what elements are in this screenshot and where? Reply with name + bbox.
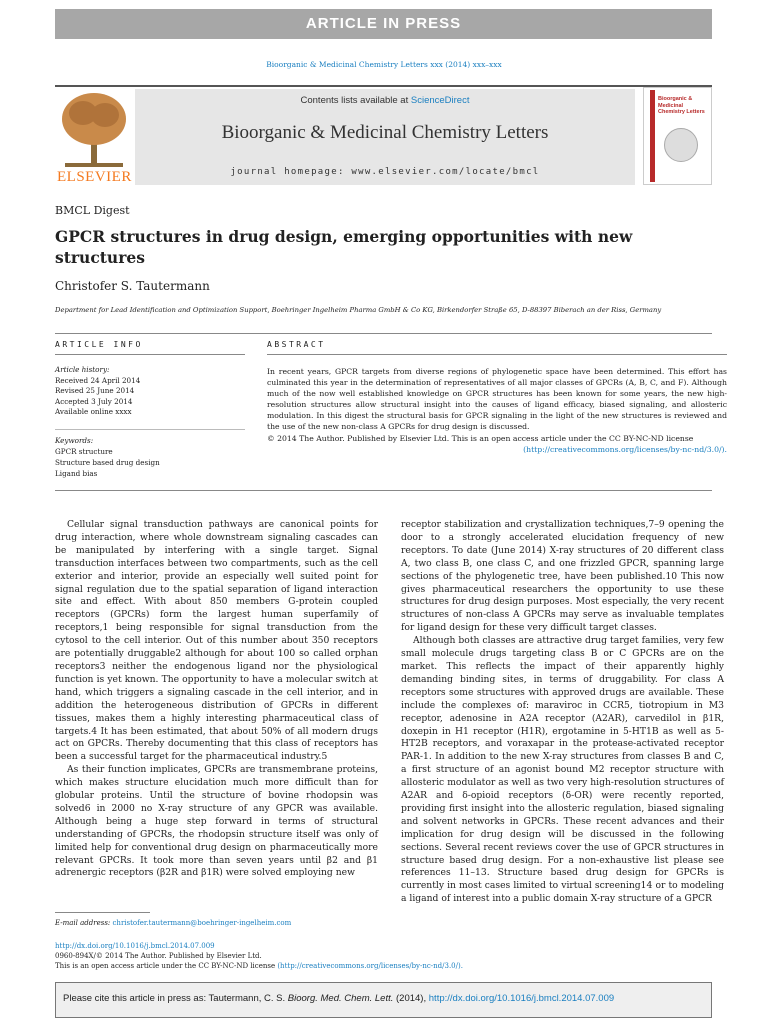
contents-line: Contents lists available at ScienceDirect [300, 95, 470, 106]
publisher-name: ELSEVIER [57, 169, 132, 185]
affiliation: Department for Lead Identification and Optimization Support, Boehringer Ingelheim Pharma GmbH & Co KG, Birkendorfer Straße 65, D-88397 Biberach an der Riss, Germany [55, 306, 662, 314]
footer: http://dx.doi.org/10.1016/j.bmcl.2014.07.009 0960-894X/© 2014 The Author. Published by Elsevier Ltd. This is an open access article under the CC BY-NC-ND license (http://creativecommons.org/licenses/by-nc-nd/3.0/). [55, 942, 463, 970]
author: Christofer S. Tautermann [55, 279, 210, 293]
journal-title: Bioorganic & Medicinal Chemistry Letters [221, 122, 549, 143]
sciencedirect-link[interactable]: ScienceDirect [410, 95, 470, 106]
license-link[interactable]: (http://creativecommons.org/licenses/by-nc-nd/3.0/). [523, 444, 727, 454]
doi-link[interactable]: http://dx.doi.org/10.1016/j.bmcl.2014.07.009 [55, 942, 215, 950]
abstract-heading: ABSTRACT [267, 340, 326, 349]
keywords: Keywords: GPCR structure Structure based drug design Ligand bias [55, 436, 160, 478]
body-column-2: receptor stabilization and crystallization techniques,7–9 opening the door to a strongly accelerated elucidation frequency of new receptors. To date (June 2014) X-ray structures of 20 different class A, two class B, one class C, and one frizzled GPCR, spanning large sections of the phylogenetic tree, have been published.10 This now gives pharmaceutical researchers the opportunity to use these structures for drug design purposes. Most especially, the very recent structures of non-class A GPCRs may serve as invaluable templates for ligand design for these very difficult target classes. Although both classes are attractive drug target families, very few small molecule drugs targeting class B or C GPCRs are on the market. This reflects the impact of their apparently highly demanding binding sites, in terms of druggability. For class A receptors some structures with approved drugs are available. These include the complexes of: maraviroc in CCR5, tiotropium in M3 receptor, adenosine in A2A receptor (A2AR), carvedilol in β1R, doxepin in H1 receptor (H1R), ergotamine in 5-HT1B as well as 5-HT2B receptors, and voraxapar in the protease-activated receptor PAR-1. In addition to the new X-ray structures from classes B and C, a first structure of an agonist bound M2 receptor structure with allosteric modulator as well as two very high-resolution structures of A2AR and δ-opioid receptors (δ-OR) were recently reported, providing first insight into the allosteric regulation, biased signaling and solvent networks in GPCRs. These recent advances and their implication for drug design will be discussed in the following sections. Several recent reviews cover the use of GPCR structures in structure based drug design. For a non-exhaustive list please see references 11–13. Structure based drug design for GPCRs is currently in most cases limited to virtual screening14 or to modeling a ligand of interest into a public domain X-ray structure of a GPCR [401, 519, 724, 905]
journal-cover [643, 87, 712, 185]
cover-title: Bioorganic & Medicinal Chemistry Letters [658, 96, 705, 115]
masthead [55, 85, 712, 185]
email-link[interactable]: christofer.tautermann@boehringer-ingelheim.com [112, 919, 292, 927]
citation-doi-link[interactable]: http://dx.doi.org/10.1016/j.bmcl.2014.07.009 [428, 993, 615, 1004]
article-history: Article history: Received 24 April 2014 Revised 25 June 2014 Accepted 3 July 2014 Available online xxxx [55, 365, 141, 416]
masthead-center [135, 89, 635, 185]
journal-homepage[interactable]: journal homepage: www.elsevier.com/locate/bmcl [230, 167, 540, 177]
citation-box: Please cite this article in press as: Tautermann, C. S. Bioorg. Med. Chem. Lett. (2014), http://dx.doi.org/10.1016/j.bmcl.2014.07.009 [55, 982, 712, 1018]
email-footnote: E-mail address: christofer.tautermann@boehringer-ingelheim.com [55, 919, 292, 927]
body-column-1: Cellular signal transduction pathways are canonical points for drug interaction, where whole downstream signaling cascades can be manipulated by interfering with a single target. Signal transduction interfaces between two compartments, such as the cell exterior and interior, provide an especially well suited point for signal regulation due to the spatial separation of ligand interaction site and effect. With about 850 members G-protein coupled receptors (GPCRs) form the largest human superfamily of receptors,1 being responsible for signal transduction from the cytosol to the cell interior. Out of this number about 350 receptors are potentially druggable2 although for about 100 so called orphan receptors3 neither the endogenous ligand nor the physiological function is yet known. The opportunity to have a molecular switch at hand, which triggers a signaling cascade in the cell interior, and in addition the heterogeneous distribution of GPCRs in different tissues, makes them a highly interesting pharmaceutical class of targets.4 It has been estimated, that about 50% of all modern drugs act on GPCRs. Thereby documenting that this class of receptors has been a successful target for the pharmaceutical industry.5 As their function implicates, GPCRs are transmembrane proteins, which makes structure elucidation much more difficult than for globular proteins. Until the structure of bovine rhodopsin was solved6 in 2000 no X-ray structure of any GPCR was available. Although being a huge step forward in terms of structural understanding of GPCRs, the rhodopsin structure itself was only of limited help for conventional drug design on pharmaceutically more relevant GPCRs. It took more than seven years until β2 and β1 adrenergic receptors (β2R and β1R) were solved employing new [55, 519, 378, 879]
article-in-press-banner: ARTICLE IN PRESS [55, 9, 712, 39]
elsevier-logo [55, 89, 133, 185]
article-title: GPCR structures in drug design, emerging opportunities with new structures [55, 227, 633, 267]
divider [55, 333, 712, 334]
cover-image [664, 128, 698, 162]
divider [55, 490, 712, 491]
journal-reference[interactable]: Bioorganic & Medicinal Chemistry Letters xxx (2014) xxx–xxx [266, 60, 502, 69]
oa-license-link[interactable]: (http://creativecommons.org/licenses/by-nc-nd/3.0/). [277, 962, 463, 970]
article-type: BMCL Digest [55, 204, 130, 217]
abstract-text: In recent years, GPCR targets from diverse regions of phylogenetic space have been determined. This effort has culminated this year in the determination of representatives of all major classes of GPCRs (A, B, C, and F). Although much of the now well established knowledge on GPCR structures has been known for some years, the new high-resolution structures allow structural insight into the causes of ligand efficacy, biased signaling, and allosteric modulation. In this digest the structural basis for GPCR signaling in the light of the new structures is reviewed and the use of the new non-class A GPCRs for drug design is discussed. © 2014 The Author. Published by Elsevier Ltd. This is an open access article under the CC BY-NC-ND license (http://creativecommons.org/licenses/by-nc-nd/3.0/). [267, 367, 727, 454]
article-info-heading: ARTICLE INFO [55, 340, 143, 349]
